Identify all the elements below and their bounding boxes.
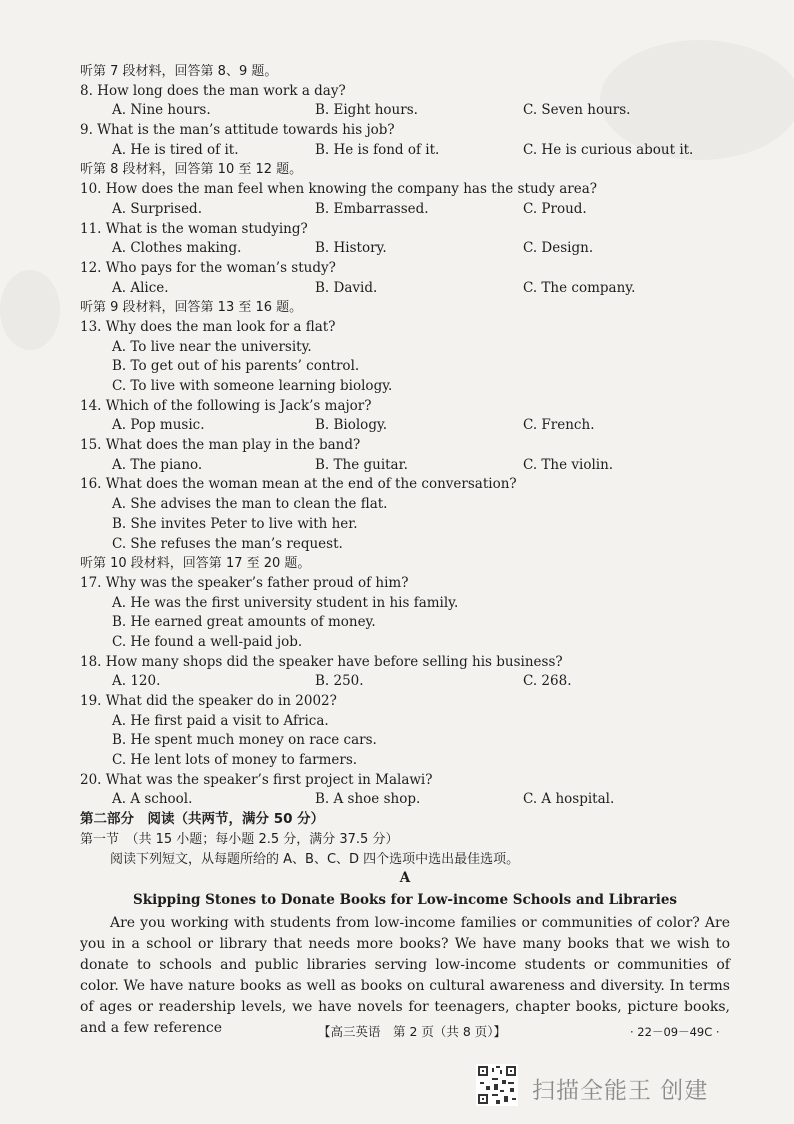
question-17-stem: 17. Why was the speaker’s father proud of him?: [80, 574, 409, 591]
section-one-heading: 第一节 （共 15 小题；每小题 2.5 分，满分 37.5 分）: [80, 831, 399, 847]
option-c: C. Design.: [523, 240, 594, 257]
option-a: A. The piano.: [112, 456, 203, 473]
option-c: C. Seven hours.: [523, 102, 631, 119]
question-8-stem: 8. How long does the man work a day?: [80, 82, 346, 99]
passage-letter: A: [399, 870, 411, 887]
footer-code: · 22－09－49C ·: [630, 1025, 720, 1039]
scanner-watermark: [476, 1062, 726, 1110]
option-a: A. Pop music.: [112, 417, 205, 434]
option-c: C. He found a well-paid job.: [112, 633, 303, 650]
option-a: A. He first paid a visit to Africa.: [112, 712, 329, 729]
option-c: C. She refuses the man’s request.: [112, 535, 343, 552]
question-12-stem: 12. Who pays for the woman’s study?: [80, 259, 336, 276]
question-18-stem: 18. How many shops did the speaker have before selling his business?: [80, 653, 563, 670]
option-c: C. To live with someone learning biology.: [112, 378, 393, 394]
option-b: B. History.: [315, 240, 387, 257]
question-14-options: [80, 416, 730, 436]
option-b: B. He is fond of it.: [315, 141, 440, 158]
option-a: A. Clothes making.: [112, 240, 242, 257]
question-11-options: [80, 239, 730, 259]
option-a: A. She advises the man to clean the flat.: [112, 496, 388, 513]
option-a: A. Nine hours.: [112, 102, 211, 119]
passage-title: Skipping Stones to Donate Books for Low-income Schools and Libraries: [132, 891, 678, 908]
option-a: A. Alice.: [112, 279, 169, 296]
option-b: B. She invites Peter to live with her.: [112, 515, 358, 532]
question-10-stem: 10. How does the man feel when knowing the company has the study area?: [80, 181, 597, 198]
option-b: B. The guitar.: [315, 456, 408, 473]
option-a: A. To live near the university.: [112, 338, 312, 355]
passage-paragraph: Are you working with students from low-income families or communities of color? Are you in a school or library that needs more books? We have many books that we wish to donate to schools and public libraries serving low-income students or communities of color. We have nature books as well as books on cultural awareness and diversity. In terms of ages or readership levels, we have novels for teenagers, chapter books, picture books, and a few reference: [80, 914, 730, 1036]
option-b: B. David.: [315, 279, 378, 296]
part-two-heading: 第二部分 阅读（共两节，满分 50 分）: [80, 811, 325, 828]
option-c: C. He is curious about it.: [523, 141, 694, 158]
option-a: A. He was the first university student in his family.: [112, 594, 459, 611]
question-15-options: [80, 456, 730, 476]
option-b: B. Eight hours.: [315, 102, 418, 119]
question-12-options: [80, 279, 730, 299]
section-heading-9: 听第 9 段材料，回答第 13 至 16 题。: [80, 300, 303, 316]
section-heading-10: 听第 10 段材料，回答第 17 至 20 题。: [80, 556, 311, 572]
page-footer: [0, 1020, 794, 1044]
option-b: B. 250.: [315, 673, 364, 690]
option-c: C. The violin.: [523, 456, 614, 473]
option-c: C. A hospital.: [523, 791, 615, 808]
option-c: C. French.: [523, 417, 595, 434]
option-c: C. 268.: [523, 673, 572, 690]
option-b: B. Biology.: [315, 417, 388, 434]
option-b: B. A shoe shop.: [315, 791, 421, 808]
question-8-options: [80, 101, 730, 121]
section-heading-7: 听第 7 段材料，回答第 8、9 题。: [80, 64, 278, 79]
question-11-stem: 11. What is the woman studying?: [80, 220, 308, 237]
question-18-options: [80, 672, 730, 692]
question-10-options: [80, 200, 730, 220]
footer-page-info: 【高三英语 第 2 页（共 8 页）】: [318, 1024, 507, 1039]
watermark-text: 扫描全能王 创建: [532, 1078, 709, 1104]
question-list: [80, 62, 730, 1039]
option-a: A. Surprised.: [112, 200, 202, 217]
reading-instruction: 阅读下列短文，从每题所给的 A、B、C、D 四个选项中选出最佳选项。: [110, 851, 520, 867]
option-c: C. The company.: [523, 279, 636, 296]
option-c: C. He lent lots of money to farmers.: [112, 752, 358, 769]
question-13-stem: 13. Why does the man look for a flat?: [80, 318, 336, 335]
question-9-stem: 9. What is the man’s attitude towards his job?: [80, 122, 395, 139]
option-b: B. He earned great amounts of money.: [112, 614, 376, 631]
option-a: A. He is tired of it.: [112, 141, 239, 158]
question-20-options: [80, 790, 730, 810]
question-20-stem: 20. What was the speaker’s first project in Malawi?: [80, 771, 433, 788]
question-9-options: [80, 141, 730, 161]
question-19-stem: 19. What did the speaker do in 2002?: [80, 693, 337, 709]
option-a: A. A school.: [112, 791, 193, 808]
option-b: B. Embarrassed.: [315, 200, 429, 217]
question-14-stem: 14. Which of the following is Jack’s major?: [80, 397, 372, 414]
option-a: A. 120.: [112, 673, 161, 690]
option-b: B. To get out of his parents’ control.: [112, 358, 360, 375]
section-heading-8: 听第 8 段材料，回答第 10 至 12 题。: [80, 162, 303, 178]
question-15-stem: 15. What does the man play in the band?: [80, 437, 361, 454]
question-16-stem: 16. What does the woman mean at the end of the conversation?: [80, 476, 517, 493]
option-c: C. Proud.: [523, 200, 587, 217]
qr-code-icon: [476, 1064, 518, 1106]
option-b: B. He spent much money on race cars.: [112, 732, 377, 749]
